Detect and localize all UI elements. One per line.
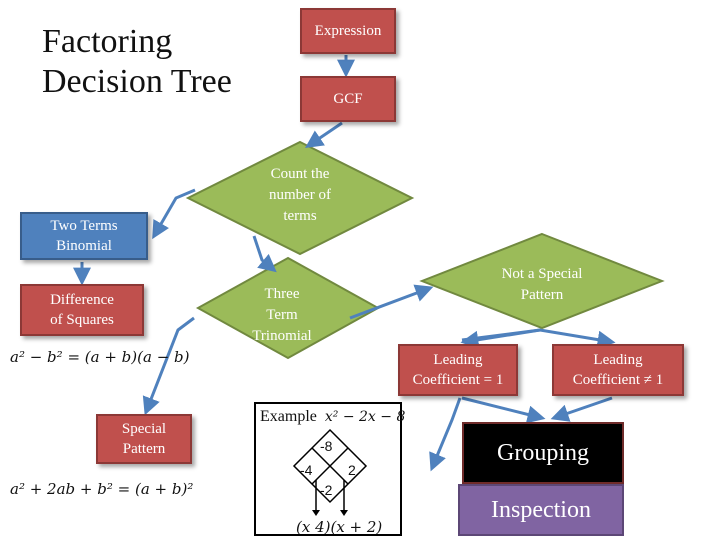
not-special-label: Not a Special Pattern [501, 266, 583, 303]
inspection-node: Inspection [458, 484, 624, 536]
perfect-square-formula: a² + 2ab + b² = (a + b)² [10, 480, 194, 498]
leading-coefficient-not-1-node: Leading Coefficient ≠ 1 [552, 344, 684, 396]
leading-coefficient-1-node: Leading Coefficient = 1 [398, 344, 518, 396]
example-expression: x² − 2x − 8 [324, 409, 406, 425]
example-top-value: -8 [320, 438, 333, 454]
diagram-title: Factoring Decision Tree [42, 23, 232, 100]
example-left-value: -4 [300, 462, 313, 478]
arrow-not-special-to-leading-1 [464, 330, 540, 342]
example-label: Example [260, 408, 317, 425]
example-result: (x 4)(x + 2) [296, 518, 383, 536]
example-bottom-value: -2 [320, 482, 333, 498]
difference-of-squares-formula: a² − b² = (a + b)(a − b) [10, 348, 190, 366]
gcf-node: GCF [300, 76, 396, 122]
two-terms-node: Two Terms Binomial [20, 212, 148, 260]
special-pattern-node: Special Pattern [96, 414, 192, 464]
grouping-node: Grouping [462, 422, 624, 484]
arrow-leading-1-to-example [432, 398, 460, 468]
arrow-count-to-three-term [254, 236, 274, 270]
arrow-leading-1-to-grouping [462, 398, 542, 418]
difference-of-squares-node: Difference of Squares [20, 284, 144, 336]
arrow-gcf-to-count [308, 123, 342, 146]
expression-node: Expression [300, 8, 396, 54]
example-box [254, 402, 406, 536]
arrow-leading-ne-1-to-grouping [554, 398, 612, 418]
three-term-label: Three Term Trinomial [252, 286, 312, 344]
count-terms-label: Count the number of terms [268, 166, 332, 224]
example-right-value: 2 [348, 462, 356, 478]
